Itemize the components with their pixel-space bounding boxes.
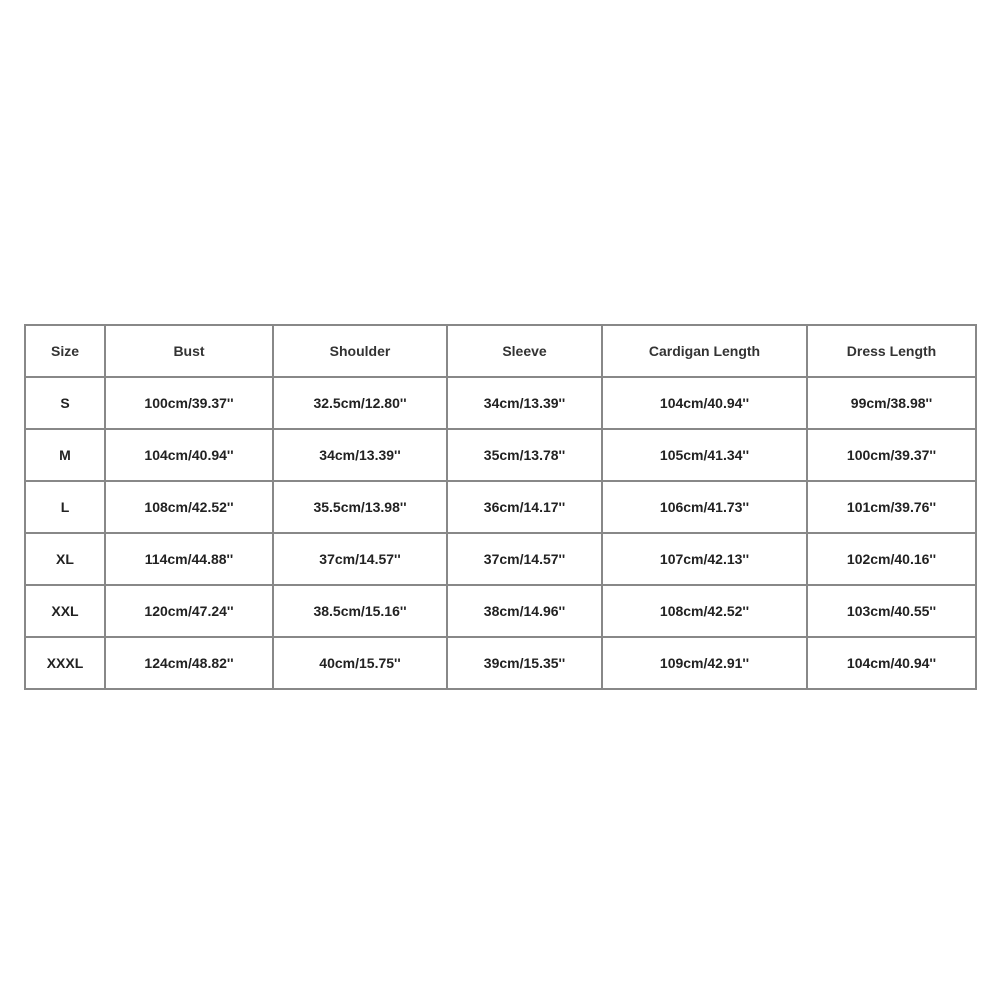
dress-length-cell: 104cm/40.94'' [807,637,976,689]
dress-length-cell: 100cm/39.37'' [807,429,976,481]
sleeve-cell: 39cm/15.35'' [447,637,602,689]
dress-length-cell: 102cm/40.16'' [807,533,976,585]
size-cell: XXXL [25,637,105,689]
size-cell: M [25,429,105,481]
bust-cell: 120cm/47.24'' [105,585,273,637]
table-row [25,481,976,533]
table-header-row [25,325,976,377]
header-sleeve: Sleeve [447,325,602,377]
shoulder-cell: 34cm/13.39'' [273,429,447,481]
table-row [25,585,976,637]
size-cell: L [25,481,105,533]
size-cell: XXL [25,585,105,637]
size-cell: XL [25,533,105,585]
dress-length-cell: 103cm/40.55'' [807,585,976,637]
sleeve-cell: 34cm/13.39'' [447,377,602,429]
bust-cell: 108cm/42.52'' [105,481,273,533]
cardigan-length-cell: 108cm/42.52'' [602,585,807,637]
table-row [25,377,976,429]
table-row [25,533,976,585]
cardigan-length-cell: 105cm/41.34'' [602,429,807,481]
shoulder-cell: 32.5cm/12.80'' [273,377,447,429]
header-dress-length: Dress Length [807,325,976,377]
cardigan-length-cell: 104cm/40.94'' [602,377,807,429]
table-row [25,637,976,689]
cardigan-length-cell: 109cm/42.91'' [602,637,807,689]
sleeve-cell: 38cm/14.96'' [447,585,602,637]
header-bust: Bust [105,325,273,377]
header-cardigan-length: Cardigan Length [602,325,807,377]
table-row [25,429,976,481]
cardigan-length-cell: 107cm/42.13'' [602,533,807,585]
header-size: Size [25,325,105,377]
sleeve-cell: 35cm/13.78'' [447,429,602,481]
bust-cell: 100cm/39.37'' [105,377,273,429]
sleeve-cell: 37cm/14.57'' [447,533,602,585]
size-cell: S [25,377,105,429]
bust-cell: 124cm/48.82'' [105,637,273,689]
bust-cell: 114cm/44.88'' [105,533,273,585]
cardigan-length-cell: 106cm/41.73'' [602,481,807,533]
size-chart-table [24,324,977,690]
dress-length-cell: 101cm/39.76'' [807,481,976,533]
shoulder-cell: 35.5cm/13.98'' [273,481,447,533]
shoulder-cell: 40cm/15.75'' [273,637,447,689]
shoulder-cell: 38.5cm/15.16'' [273,585,447,637]
dress-length-cell: 99cm/38.98'' [807,377,976,429]
sleeve-cell: 36cm/14.17'' [447,481,602,533]
bust-cell: 104cm/40.94'' [105,429,273,481]
header-shoulder: Shoulder [273,325,447,377]
shoulder-cell: 37cm/14.57'' [273,533,447,585]
